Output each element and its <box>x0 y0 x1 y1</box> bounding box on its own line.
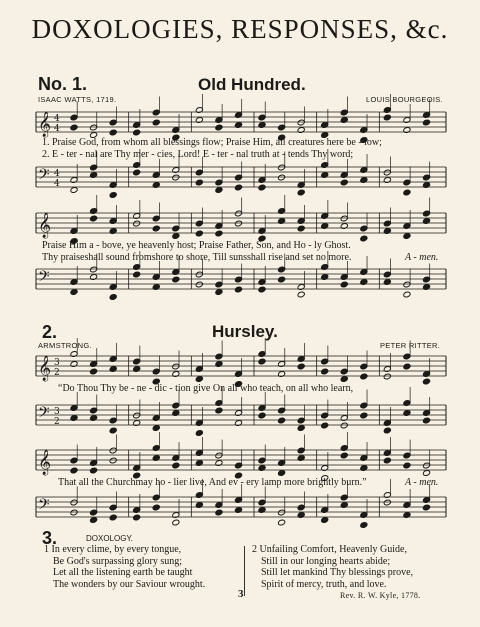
hymn-1-music-credit: LOUIS BOURGEOIS. <box>366 95 443 104</box>
stanza-1-line-3: Let all the listening earth be taught <box>53 567 193 579</box>
svg-text:𝄢: 𝄢 <box>38 404 50 425</box>
svg-text:3: 3 <box>54 358 60 368</box>
doxology-credit: Rev. R. W. Kyle, 1778. <box>340 591 421 600</box>
hymn-2-line-2: That all the Churchmay ho - lier live, And ev - ery lamp more brightly burn.” <box>58 477 367 488</box>
stanza-2-line-3: Still let mankind Thy blessings prove, <box>261 567 414 579</box>
hymn-1-line-2-verse-2: Thy praiseshall sound fromshore to shore, Till sunsshall rise and set no more. <box>42 252 352 263</box>
doxology-number: 3. <box>42 528 58 548</box>
hymn-1-line-2-verse-1: Praise Him a - bove, ye heavenly host; Praise Father, Son, and Ho - ly Ghost. <box>42 240 351 251</box>
svg-text:2: 2 <box>54 368 60 378</box>
hymn-1-number: No. 1. <box>38 74 88 94</box>
hymn-1-words-credit: ISAAC WATTS, 1719. <box>38 95 117 104</box>
svg-text:4: 4 <box>54 124 60 134</box>
svg-text:3: 3 <box>54 407 60 417</box>
hymn-2-line-1: “Do Thou Thy be - ne - dic - tion give On all who teach, on all who learn, <box>58 383 354 394</box>
hymn-2-words-credit: ARMSTRONG. <box>38 341 92 350</box>
stanza-2-line-2: Still in our longing hearts abide; <box>261 555 391 567</box>
stanza-1-line-2: Be God's surpassing glory sung; <box>53 555 183 567</box>
hymn-2-title: Hursley. <box>212 322 278 341</box>
svg-text:𝄞: 𝄞 <box>38 356 52 381</box>
svg-text:4: 4 <box>54 179 60 189</box>
svg-text:𝄞: 𝄞 <box>38 450 52 475</box>
stanza-1-line-1: 1 In every clime, by every tongue, <box>44 544 182 555</box>
svg-text:4: 4 <box>54 169 60 179</box>
svg-text:𝄞: 𝄞 <box>38 213 52 238</box>
stanza-2-line-4: Spirit of mercy, truth, and love. <box>261 578 387 590</box>
page-title: DOXOLOGIES, RESPONSES, &c. <box>31 14 449 44</box>
column-divider <box>244 546 245 596</box>
doxology-heading: DOXOLOGY. <box>86 534 133 543</box>
doxology-stanza-2 <box>252 544 413 590</box>
hymn-2-number: 2. <box>42 322 58 342</box>
stanza-1-line-4: The wonders by our Saviour wrought. <box>53 578 206 590</box>
svg-text:𝄢: 𝄢 <box>38 166 50 187</box>
hymn-1-line-1-verse-2: 2. E - ter - nal are Thy mer - cies, Lord! E - ter - nal truth at - tends Thy word; <box>42 149 354 160</box>
svg-text:𝄞: 𝄞 <box>38 112 52 137</box>
svg-text:2: 2 <box>54 417 60 427</box>
stanza-2-line-1: 2 Unfailing Comfort, Heavenly Guide, <box>252 544 407 555</box>
doxology-stanza-1 <box>44 544 205 590</box>
hymn-2-amen: A - men. <box>405 477 439 488</box>
svg-text:𝄢: 𝄢 <box>38 496 50 517</box>
page-number: 3 <box>238 588 244 600</box>
hymn-1-title: Old Hundred. <box>198 75 306 94</box>
hymn-1-line-1-verse-1: 1. Praise God, from whom all blessings flow; Praise Him, all creatures here be - low; <box>42 137 382 148</box>
svg-text:𝄢: 𝄢 <box>38 268 50 289</box>
svg-text:4: 4 <box>54 114 60 124</box>
hymn-1-amen: A - men. <box>405 252 439 263</box>
hymn-2-music-credit: PETER RITTER. <box>380 341 441 350</box>
